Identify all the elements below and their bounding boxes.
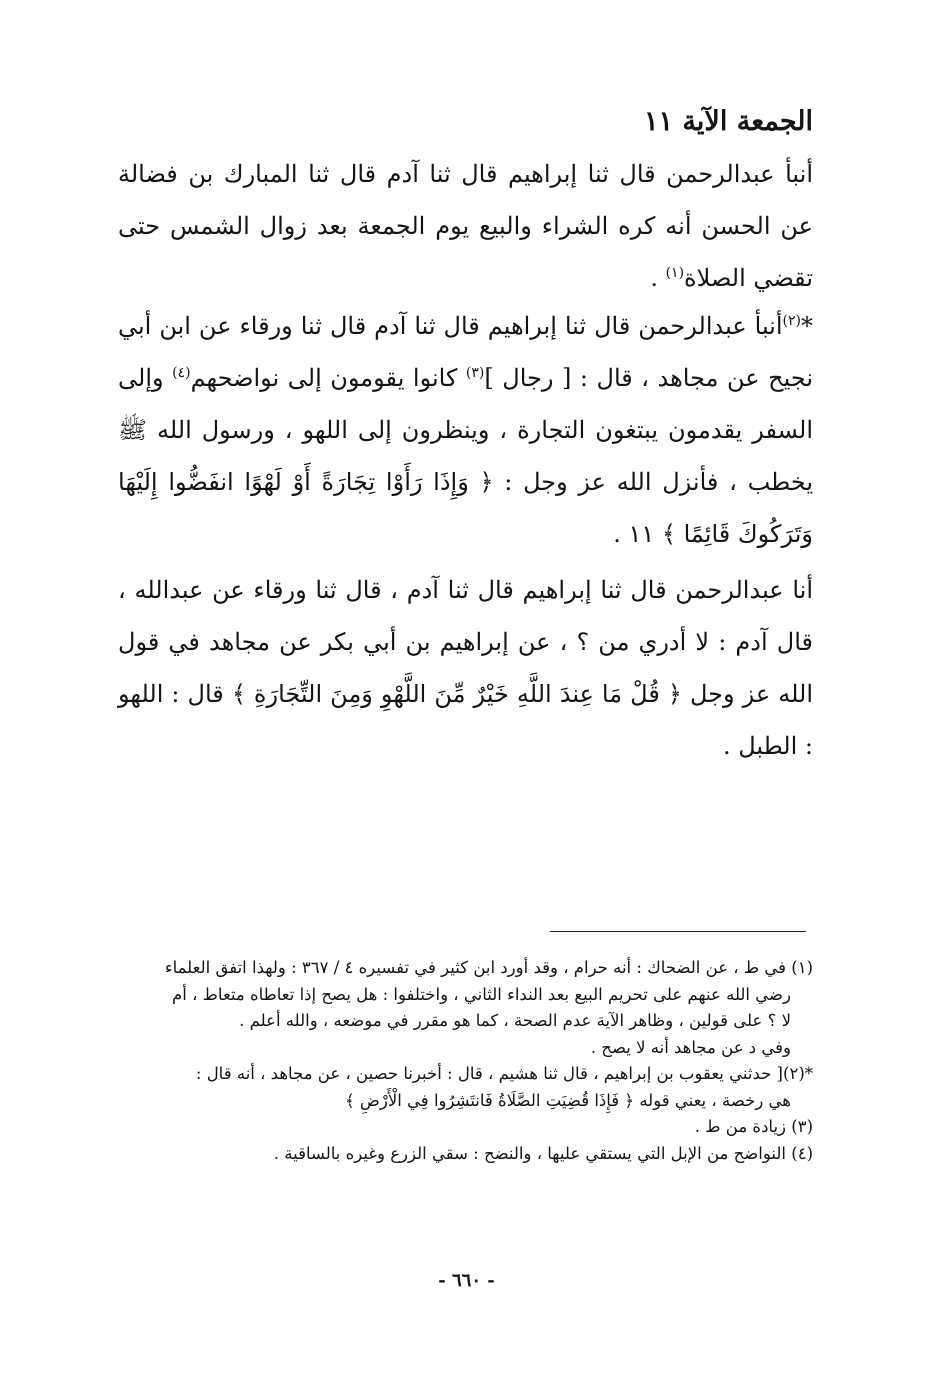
footnote-ref-4: (٤) [172, 365, 191, 381]
footnote-2-line-2 [113, 1088, 813, 1115]
section-heading: الجمعة الآية ١١ [644, 106, 813, 137]
footnotes-section [113, 955, 813, 1167]
footnote-1-line-4: وفي د عن مجاهد أنه لا يصح . [590, 1037, 791, 1057]
footnote-4: (٤) النواضح من الإبل التي يستقي عليها ، والنضح : سقي الزرع وغيره بالساقية . [273, 1143, 813, 1163]
quran-verse-2: ﴿ قُلْ مَا عِندَ اللَّهِ خَيْرٌ مِّنَ اللَّهْوِ وَمِنَ التِّجَارَةِ ﴾ [231, 680, 682, 708]
footnote-ref-1: (١) [665, 265, 685, 281]
footnote-2-quran-verse: ﴿ فَإِذَا قُضِيَتِ الصَّلَاةُ فَانتَشِرُوا فِي الْأَرْضِ ﴾ [344, 1090, 635, 1110]
footnote-1-line-1: (١) في ط ، عن الضحاك : أنه حرام ، وقد أورد ابن كثير في تفسيره ٤ / ٣٦٧ : ولهذا اتفق العلماء [164, 958, 813, 977]
paragraph-2-text-c: وإلى السفر يقدمون يبتغون التجارة ، وينظرون إلى اللهو ، ورسول الله ﷺ يخطب ، فأنزل الله عز وجل : [118, 364, 814, 496]
paragraph-1-end: . [650, 264, 666, 292]
footnote-1-line-3: لا ؟ على قولين ، وظاهر الآية عدم الصحة ، كما هو مقرر في موضعه ، والله أعلم . [239, 1011, 791, 1030]
paragraph-3-text-b: قال : اللهو : الطبل . [118, 680, 813, 760]
paragraph-2 [118, 300, 813, 560]
paragraph-1-text: أنبأ عبدالرحمن قال ثنا إبراهيم قال ثنا آدم قال ثنا المبارك بن فضالة عن الحسن أنه كره الشراء والبيع يوم الجمعة بعد زوال الشمس حتى تقضي الصلاة [118, 160, 813, 292]
paragraph-3-text-a: أنا عبدالرحمن قال ثنا إبراهيم قال ثنا آدم ، قال ثنا ورقاء عن عبدالله ، قال آدم : لا أدري من ؟ ، عن إبراهيم بن أبي بكر عن مجاهد في قول الله عز وجل [118, 576, 813, 708]
footnote-ref-3: (٣) [465, 365, 485, 381]
paragraph-2-text-d: ١١ . [613, 520, 662, 548]
asterisk-mark: * [801, 312, 813, 340]
paragraph-2-text-b: كانوا يقومون إلى نواضحهم [190, 364, 466, 392]
quran-verse-1: ﴿ وَإِذَا رَأَوْا تِجَارَةً أَوْ لَهْوًا انفَضُّوا إِلَيْهَا وَتَرَكُوكَ قَائِمًا ﴾ [118, 468, 813, 548]
footnote-ref-2: (٢) [782, 313, 801, 329]
paragraph-1 [118, 148, 813, 304]
footnote-1-line-2: رضي الله عنهم على تحريم البيع بعد النداء الثاني ، واختلفوا : هل يصح إذا تعاطاه متعاط ، أم [172, 984, 791, 1004]
page-number: - ٦٦٠ - [438, 1270, 495, 1291]
paragraph-3 [118, 564, 813, 772]
footnote-3: (٣) زيادة من ط . [694, 1117, 813, 1136]
paragraph-2-text-a: أنبأ عبدالرحمن قال ثنا إبراهيم قال ثنا آدم قال ثنا ورقاء عن ابن أبي نجيح عن مجاهد ، قال : [ رجال ] [118, 312, 814, 392]
footnote-2-line-1: *(٢)[ حدثني يعقوب بن إبراهيم ، قال ثنا هشيم ، قال : أخبرنا حصين ، عن مجاهد ، أنه قال : [195, 1064, 813, 1083]
footnote-divider [550, 931, 806, 932]
footnote-2-text: هي رخصة ، يعني قوله [634, 1090, 791, 1110]
